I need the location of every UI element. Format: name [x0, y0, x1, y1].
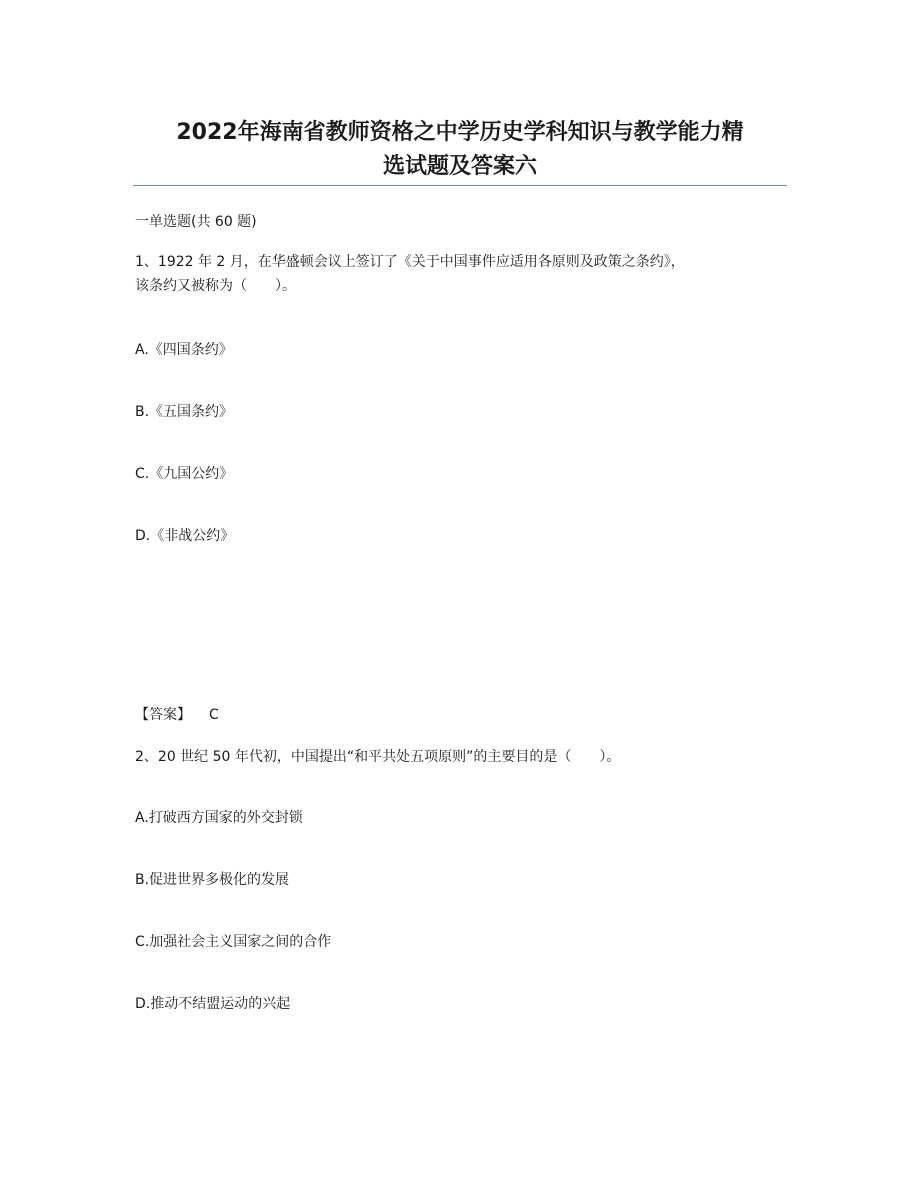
answer-value: C [209, 707, 219, 723]
question-1-option-b: B.《五国条约》 [135, 404, 234, 420]
answer-label: 【答案】 [135, 707, 191, 723]
question-2-option-b: B.促进世界多极化的发展 [135, 872, 290, 888]
question-2-option-a: A.打破西方国家的外交封锁 [135, 810, 303, 826]
section-header: 一单选题(共 60 题) [135, 214, 257, 230]
question-1-stem-line-2: 该条约又被称为（ ）。 [135, 278, 296, 294]
question-1-option-c: C.《九国公约》 [135, 466, 234, 482]
document-title-line-1: 2022年海南省教师资格之中学历史学科知识与教学能力精 [176, 120, 744, 145]
question-2-option-d: D.推动不结盟运动的兴起 [135, 996, 291, 1012]
question-1-option-d: D.《非战公约》 [135, 528, 235, 544]
document-title-line-2: 选试题及答案六 [382, 154, 537, 179]
question-2-option-c: C.加强社会主义国家之间的合作 [135, 934, 332, 950]
document-title [100, 116, 820, 184]
question-1-stem-line-1: 1、1922 年 2 月，在华盛顿会议上签订了《关于中国事件应适用各原则及政策之条约》， [135, 254, 685, 270]
title-divider [133, 185, 787, 186]
question-1-option-a: A.《四国条约》 [135, 342, 233, 358]
question-2-stem: 2、20 世纪 50 年代初，中国提出“和平共处五项原则”的主要目的是（ ）。 [135, 749, 621, 765]
question-1-answer [135, 704, 219, 726]
